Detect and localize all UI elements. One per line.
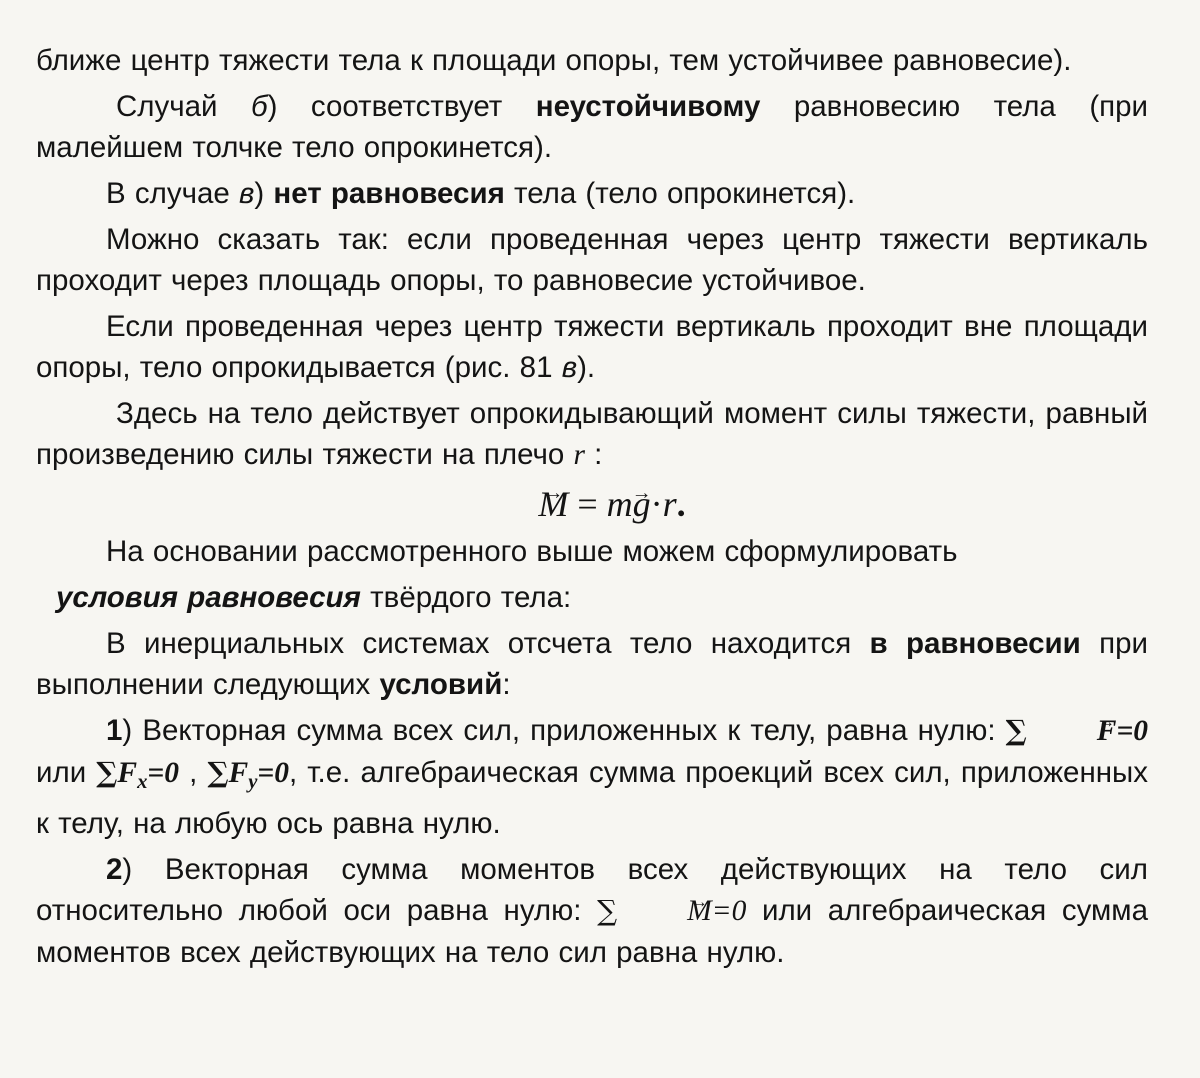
condition-1 — [36, 710, 1148, 844]
paragraph-4 — [36, 219, 1148, 301]
paragraph-9 — [36, 623, 1148, 705]
vector-M: → M — [538, 481, 568, 527]
equals-zero: =0 — [257, 757, 289, 789]
vector-g: → g — [633, 481, 651, 527]
equals-zero: =0 — [1116, 715, 1148, 747]
text-span: В инерциальных системах отсчета тело находится — [106, 627, 870, 660]
text-span: твёрдого тела: — [360, 581, 572, 614]
text-span: ) Векторная сумма всех сил, приложенных к телу, равна нулю: — [122, 714, 1006, 747]
formula-sum-Fy — [207, 756, 289, 794]
condition-2 — [36, 849, 1148, 973]
equals-sign: = — [568, 484, 607, 524]
italic-letter: в — [561, 351, 578, 384]
bold-italic-term: условия равновесия — [56, 581, 361, 614]
formula-sum-Fx — [96, 756, 179, 794]
paragraph-3 — [36, 173, 1148, 214]
paragraph-4-text: Можно сказать так: если проведенная через центр тяжести вертикаль проходит через площадь опоры, то равновесие устойчивое. — [36, 223, 1148, 297]
variable-F: F — [117, 757, 138, 789]
variable-F: F — [228, 757, 249, 789]
equals-zero: =0 — [711, 895, 747, 928]
text-span: тела (тело опрокинется). — [504, 177, 856, 210]
bold-term: нет равновесия — [273, 177, 505, 210]
paragraph-2 — [36, 86, 1148, 168]
text-span: Случай — [116, 90, 252, 123]
variable-r: r — [573, 439, 585, 471]
bold-term: неустойчивому — [535, 90, 761, 123]
text-span: Если проведенная через центр тяжести вертикаль проходит вне площади опоры, тело опрокидывается (рис. 81 — [36, 310, 1148, 384]
text-span: , т.е. алгебраическая сумма проекций всех сил, приложенных к телу, на любую ось равна нулю. — [36, 756, 1149, 841]
formula-sum-F — [1006, 715, 1148, 747]
text-span: : — [502, 668, 511, 701]
text-span: : — [584, 438, 603, 471]
text-span: ) — [254, 177, 274, 210]
italic-letter: в — [238, 177, 255, 210]
moment-formula — [36, 481, 1148, 527]
text-span: ). — [577, 351, 596, 384]
text-span: ) соответствует — [267, 90, 536, 123]
variable-m: m — [606, 484, 633, 524]
italic-letter: б — [251, 90, 268, 123]
text-span: или — [36, 756, 97, 789]
vector-M: → M — [617, 891, 712, 932]
paragraph-7 — [36, 531, 1148, 572]
bold-term: условий — [379, 668, 503, 701]
paragraph-1 — [36, 40, 1148, 81]
period: . — [676, 484, 686, 524]
sigma-symbol: ∑ — [597, 894, 618, 928]
text-span: или алгебраическая сумма моментов всех действующих на тело сил равна нулю. — [36, 894, 1148, 970]
sigma-symbol: ∑ — [207, 756, 229, 789]
sigma-symbol: ∑ — [96, 756, 118, 789]
text-span: равновесию тела (при малейшем толчке тело опрокинется). — [36, 90, 1149, 164]
formula-sum-M — [597, 895, 746, 927]
text-span: В случае — [106, 177, 239, 210]
variable-r: r — [662, 484, 677, 524]
paragraph-6 — [36, 393, 1148, 476]
sigma-symbol: ∑ — [1005, 714, 1027, 747]
subscript-x: x — [137, 771, 148, 794]
paragraph-1-text: ближе центр тяжести тела к площади опоры, тем устойчивее равновесие). — [36, 44, 1072, 77]
paragraph-8 — [36, 577, 1148, 618]
vector-F: → F — [1027, 711, 1117, 752]
equals-zero: =0 — [147, 757, 179, 789]
condition-number: 1 — [106, 714, 123, 747]
condition-number: 2 — [106, 853, 123, 887]
paragraph-5 — [36, 306, 1148, 388]
text-span: при выполнении следующих — [36, 627, 1149, 701]
text-span: , — [178, 756, 208, 789]
dot-operator: · — [650, 484, 663, 524]
bold-term: в равновесии — [869, 627, 1081, 660]
paragraph-7-text: На основании рассмотренного выше можем сформулировать — [106, 535, 958, 568]
text-span: Здесь на тело действует опрокидывающий момент силы тяжести, равный произведению силы тяжести на плечо — [36, 397, 1148, 471]
text-span: ) Векторная сумма моментов всех действующих на тело сил относительно любой оси равна нулю: — [36, 853, 1148, 928]
subscript-y: y — [248, 771, 258, 794]
